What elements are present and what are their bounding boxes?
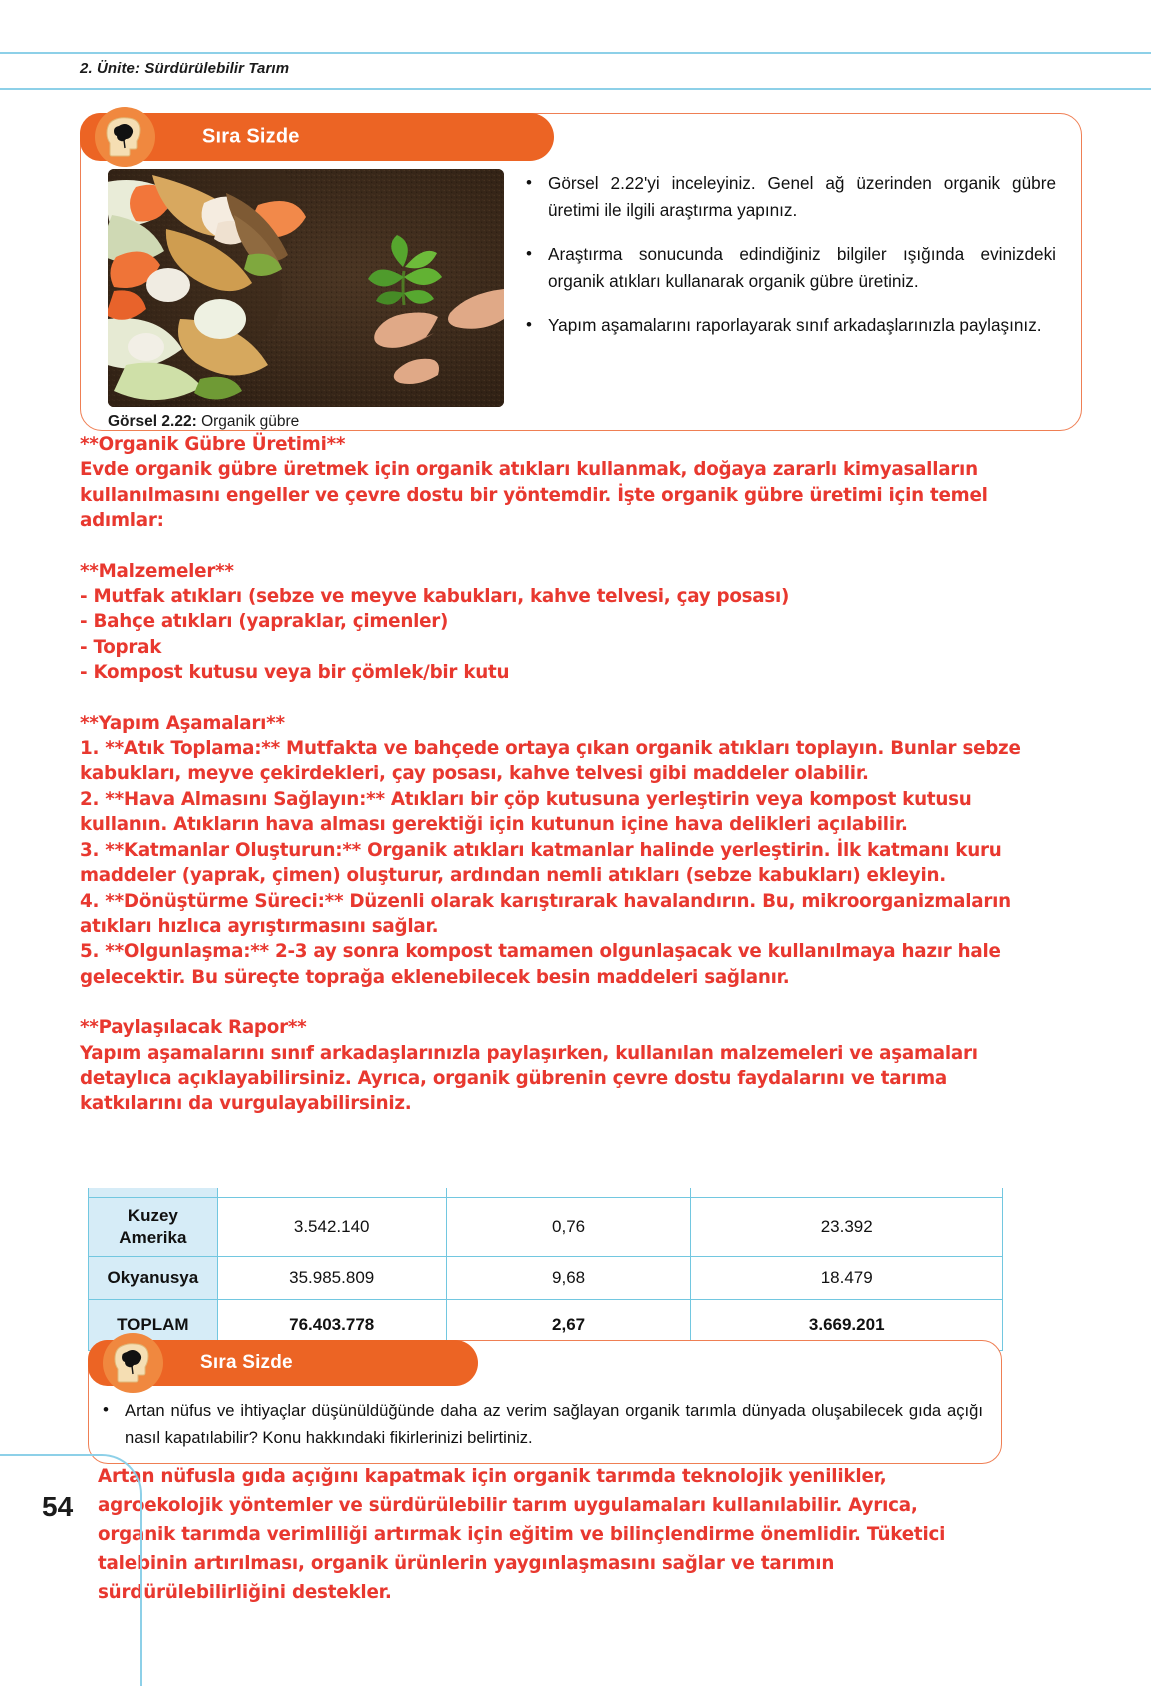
table-row-header: TOPLAM (89, 1300, 218, 1351)
table-cell: 35.985.809 (217, 1257, 446, 1300)
table-cell: 76.403.778 (217, 1300, 446, 1351)
head-thought-icon (102, 1332, 164, 1394)
table-cell: 23.392 (691, 1198, 1003, 1257)
table-row-header (89, 1198, 218, 1257)
red-main-line: 5. **Olgunlaşma:** 2-3 ay sonra kompost tamamen olgunlaşacak ve kullanılmaya hazır hale (80, 941, 1001, 963)
red-main-line: adımlar: (80, 510, 164, 532)
red-main-line: 4. **Dönüştürme Süreci:** Düzenli olarak karıştırarak havalandırın. Bu, mikroorganizmaların (80, 890, 1011, 912)
running-head: 2. Ünite: Sürdürülebilir Tarım (80, 60, 290, 77)
red-main-line: maddeler (yaprak, çimen) oluşturur, ardından nemli atıkları (sebze kabukları) ekleyin. (80, 865, 946, 887)
red-main-line: kabukları, meyve çekirdekleri, çay posası, kahve telvesi gibi maddeler olabilir. (80, 763, 869, 785)
red-main-line: 2. **Hava Almasını Sağlayın:** Atıkları bir çöp kutusuna yerleştirin veya kompost kutusu (80, 788, 972, 810)
red-main-line: **Malzemeler** (80, 560, 234, 582)
red-main-line: Yapım aşamalarını sınıf arkadaşlarınızla paylaşırken, kullanılan malzemeleri ve aşamaları (80, 1042, 978, 1064)
list-item (526, 170, 1056, 223)
table-cell: 3.542.140 (217, 1198, 446, 1257)
compost-photo (108, 169, 504, 407)
red-answer-line: organik tarımda verimliliği artırmak için eğitim ve bilinçlendirme önemlidir. Tüketici (98, 1524, 946, 1545)
table-cell: 18.479 (691, 1257, 1003, 1300)
header-rule-top (0, 52, 1151, 54)
header-rule-bottom (0, 88, 1151, 90)
figure-caption-text: Organik gübre (201, 413, 300, 430)
row-label-line2: Amerika (119, 1228, 187, 1247)
table-row (89, 1198, 1003, 1257)
bullet-dot-icon: • (526, 315, 532, 334)
table-cell: 3.669.201 (691, 1300, 1003, 1351)
table-body (89, 1188, 1003, 1351)
sira-sizde-tab-top (80, 113, 554, 161)
bullet-dot-icon: • (103, 1400, 109, 1419)
red-overlay-answer-bottom (98, 1462, 1038, 1607)
red-answer-line: sürdürülebilirliğini destekler. (98, 1582, 392, 1603)
red-main-line: - Mutfak atıkları (sebze ve meyve kabukları, kahve telvesi, çay posası) (80, 586, 790, 608)
red-main-line: - Kompost kutusu veya bir çömlek/bir kutu (80, 662, 510, 684)
figure-caption-label: Görsel 2.22: (108, 413, 197, 430)
list-item-text: Görsel 2.22'yi inceleyiniz. Genel ağ üzerinden organik gübre üretimi ile ilgili araştırma yapınız. (548, 173, 1056, 220)
red-answer-line: talebinin artırılması, organik ürünlerin yaygınlaşmasını sağlar ve tarımın (98, 1553, 835, 1574)
table-row (89, 1257, 1003, 1300)
sira-sizde-bullet-list-bottom (103, 1397, 983, 1469)
page-number: 54 (42, 1491, 74, 1522)
table-row-clipped (89, 1188, 1003, 1198)
sira-sizde-card-top (80, 113, 1082, 431)
red-main-line: kullanılmasını engeller ve çevre dostu bir yöntemdir. İşte organik gübre üretimi için temel (80, 484, 988, 506)
list-item (526, 241, 1056, 294)
red-main-line: Evde organik gübre üretmek için organik atıkları kullanmak, doğaya zararlı kimyasalların (80, 459, 978, 481)
figure-caption (108, 413, 299, 431)
red-main-line: atıkları hızlıca ayrıştırmasını sağlar. (80, 915, 439, 937)
region-statistics-table (88, 1188, 1003, 1351)
sira-sizde-bullet-list-top (526, 170, 1056, 357)
list-item-text: Araştırma sonucunda edindiğiniz bilgiler ışığında evinizdeki organik atıkları kullanarak organik gübre üretiniz. (548, 244, 1056, 291)
bullet-dot-icon: • (526, 244, 532, 263)
table-cell: 0,76 (446, 1198, 691, 1257)
sira-sizde-tab-label-top: Sıra Sizde (202, 125, 300, 148)
red-main-line: gelecektir. Bu süreçte toprağa eklenebilecek besin maddeleri sağlanır. (80, 966, 790, 988)
red-main-line: 3. **Katmanlar Oluşturun:** Organik atıkları katmanlar halinde yerleştirin. İlk katmanı kuru (80, 839, 1002, 861)
red-main-line: **Organik Gübre Üretimi** (80, 434, 346, 455)
red-main-spacer (80, 686, 1040, 711)
table-cell: 9,68 (446, 1257, 691, 1300)
table-cell: 2,67 (446, 1300, 691, 1351)
red-main-spacer (80, 534, 1040, 559)
sira-sizde-tab-label-bottom: Sıra Sizde (200, 1352, 293, 1373)
sira-sizde-tab-bottom (88, 1340, 478, 1386)
red-main-line: - Bahçe atıkları (yapraklar, çimenler) (80, 611, 449, 633)
row-label-line1: Kuzey (127, 1206, 178, 1225)
red-main-line: detaylıca açıklayabilirsiniz. Ayrıca, organik gübrenin çevre dostu faydalarını ve tarıma (80, 1067, 947, 1089)
red-overlay-answer-main (80, 432, 1040, 1117)
red-main-line: **Yapım Aşamaları** (80, 712, 285, 734)
red-main-line: katkılarını da vurgulayabilirsiniz. (80, 1093, 412, 1115)
list-item-text: Yapım aşamalarını raporlayarak sınıf arkadaşlarınızla paylaşınız. (548, 315, 1042, 335)
red-main-line: - Toprak (80, 636, 162, 658)
red-answer-line: Artan nüfusla gıda açığını kapatmak için organik tarımda teknolojik yenilikler, (98, 1466, 887, 1487)
list-item (103, 1397, 983, 1451)
red-main-spacer (80, 990, 1040, 1015)
table-row-header: Okyanusya (89, 1257, 218, 1300)
bullet-dot-icon: • (526, 173, 532, 192)
sira-sizde-card-bottom (88, 1340, 1002, 1464)
red-main-line: **Paylaşılacak Rapor** (80, 1017, 307, 1039)
page-corner-decoration (0, 1454, 142, 1686)
red-answer-line: agroekolojik yöntemler ve sürdürülebilir tarım uygulamaları kullanılabilir. Ayrıca, (98, 1495, 918, 1516)
red-main-line: 1. **Atık Toplama:** Mutfakta ve bahçede ortaya çıkan organik atıkları toplayın. Bunlar sebze (80, 738, 1021, 760)
head-thought-icon (94, 106, 156, 168)
list-item (526, 312, 1056, 339)
red-main-line: kullanın. Atıkların hava alması gerektiği için kutunun içine hava delikleri açılabilir. (80, 814, 908, 836)
list-item-text: Artan nüfus ve ihtiyaçlar düşünüldüğünde daha az verim sağlayan organik tarımla dünyada oluşabilecek gıda açığı nasıl kapatılabilir? Konu hakkındaki fikirlerinizi belirtiniz. (125, 1401, 983, 1447)
